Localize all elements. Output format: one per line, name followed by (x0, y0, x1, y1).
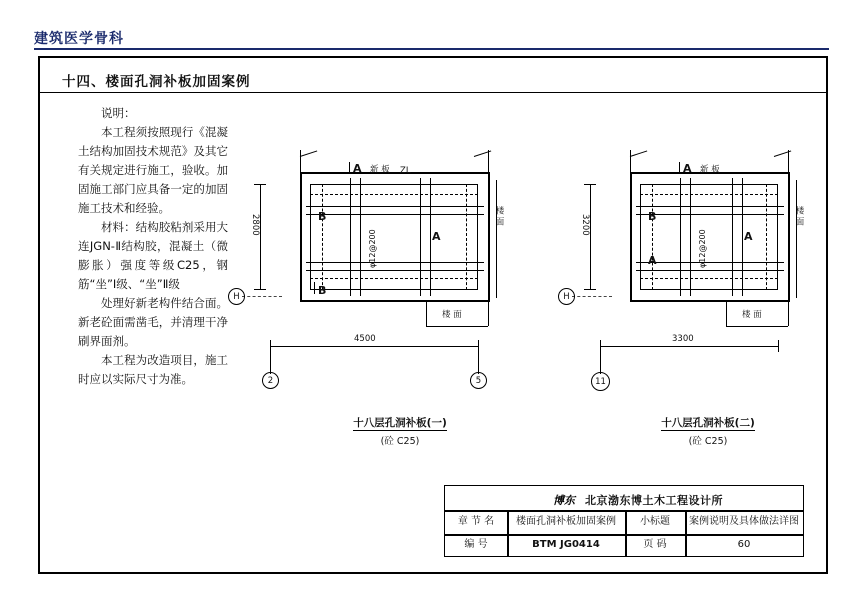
dim-tick-v-bottom (254, 289, 266, 290)
notes-paragraph-4: 本工程为改造项目，施工时应以实际尺寸为准。 (78, 353, 228, 386)
dim-line-vertical (260, 184, 261, 290)
dashed-line-right-r (766, 184, 767, 290)
dim-tick-h-right-r (778, 340, 779, 352)
dashed-line-top (310, 194, 478, 195)
opening-edge-left (310, 184, 311, 290)
rebar-horizontal-1 (306, 206, 484, 207)
detail-left-caption-sub: (砼 C25) (380, 436, 420, 447)
dim-horizontal-label: 4500 (354, 334, 376, 344)
detail-left-caption-text: 十八层孔洞补板(一) (353, 417, 447, 429)
notes-paragraph-2: 材料：结构胶粘剂采用大连JGN-Ⅱ结构胶，混凝土（微膨胀）强度等级C25，钢筋“坐”Ⅰ级、“坐”Ⅱ级 (78, 220, 228, 291)
section-mark-a-right: A (432, 230, 441, 243)
new-slab-label: 新 板 (370, 165, 390, 175)
wall-outline-right (488, 172, 490, 302)
notes-heading: 说明： (101, 106, 136, 120)
rebar-spec-label: φ12@200 (368, 229, 377, 268)
opening-edge-top (310, 184, 478, 185)
rebar-horizontal-2-r (636, 214, 784, 215)
opening-edge-bottom-r (640, 289, 778, 290)
header-divider (34, 48, 829, 50)
dim-tick-v-bottom-r (584, 289, 596, 290)
section-mark-a-top: A (353, 162, 362, 175)
dashed-line-left-r (652, 184, 653, 290)
rebar-vertical-4-r (742, 178, 743, 296)
rebar-horizontal-3-r (636, 262, 784, 263)
axis-line-h-r (572, 296, 612, 297)
rebar-horizontal-4-r (636, 270, 784, 271)
opening-edge-left-r (640, 184, 641, 290)
section-mark-b-bottom: B (318, 284, 327, 297)
slab-notch-bottom (426, 326, 488, 327)
rebar-vertical-1 (350, 178, 351, 296)
section-mark-a-top-tick-r (679, 162, 680, 174)
rebar-vertical-3 (420, 178, 421, 296)
tb-value-page: 60 (737, 539, 751, 550)
opening-edge-right (477, 184, 478, 290)
break-line-left (300, 150, 301, 172)
tb-value-subtitle: 案例说明及具体做法详图 (689, 516, 799, 527)
wall-outline-left (300, 172, 302, 302)
axis-bubble-11-label: 11 (595, 377, 606, 387)
tb-label-chapter: 章 节 名 (457, 516, 495, 527)
rebar-spec-label-r: φ12@200 (698, 229, 707, 268)
slab-notch-right (488, 300, 489, 326)
section-title: 十四、楼面孔洞补板加固案例 (62, 74, 251, 90)
rebar-vertical-1-r (680, 178, 681, 296)
section-mark-a-top-tick (349, 162, 350, 174)
axis-bubble-h-label: H (233, 292, 240, 302)
dim-line-horizontal (270, 346, 478, 347)
axis-bubble-h-label-r: H (563, 292, 570, 302)
detail-left-caption (310, 415, 490, 447)
dashed-line-bottom-r (640, 278, 778, 279)
notes-paragraph-3: 处理好新老构件结合面。新老砼面需凿毛，并清理干净刷界面剂。 (78, 296, 228, 348)
title-block (444, 485, 804, 557)
dim-line-vertical-r (590, 184, 591, 290)
company-name: 北京渤东博土木工程设计所 (585, 494, 723, 507)
opening-edge-bottom (310, 289, 478, 290)
company-logo: 博东 (553, 494, 575, 507)
axis-bubble-5-label: 5 (475, 376, 482, 386)
tb-label-subtitle: 小标题 (640, 516, 670, 527)
rebar-horizontal-4 (306, 270, 484, 271)
slab-face-right-label: 楼 面 (494, 206, 504, 226)
new-slab-label-r: 新 板 (700, 165, 720, 175)
axis-bubble-2-label: 2 (267, 376, 274, 386)
notes-paragraph-1: 本工程须按照现行《混凝土结构加固技术规范》及其它有关规定进行施工，验收。加固施工部门应具备一定的加固施工技术和经验。 (78, 125, 228, 215)
dashed-line-top-r (640, 194, 778, 195)
break-mark-left-r (630, 150, 647, 157)
dim-tick-v-top (254, 184, 266, 185)
slab-notch-bottom-r (726, 326, 788, 327)
axis-bubble-5 (470, 372, 487, 389)
opening-edge-top-r (640, 184, 778, 185)
beam-outline-bottom (300, 300, 490, 302)
axis-bubble-2 (262, 372, 279, 389)
dashed-line-left (322, 184, 323, 290)
axis-bubble-h-r (558, 288, 575, 305)
dashed-line-bottom (310, 278, 478, 279)
slab-face-bottom-label: 楼 面 (442, 310, 462, 320)
beam-outline-top (300, 172, 490, 174)
break-mark-left (300, 150, 317, 157)
detail-drawing-right (563, 150, 850, 400)
section-mark-b-tick (314, 282, 315, 294)
dashed-line-right (466, 184, 467, 290)
slab-face-right-label-r: 楼 面 (794, 206, 804, 226)
tb-value-chapter: 楼面孔洞补板加固案例 (516, 516, 616, 527)
slab-notch-right-r (788, 300, 789, 326)
tb-value-number: BTM JG0414 (532, 539, 600, 550)
wall-outline-left-r (630, 172, 632, 302)
rebar-horizontal-3 (306, 262, 484, 263)
title-divider (40, 92, 826, 93)
edge-hatch-line (496, 180, 497, 298)
axis-line-5 (478, 346, 479, 374)
slab-notch-left (426, 300, 427, 326)
opening-edge-right-r (777, 184, 778, 290)
section-mark-b-left: B (318, 210, 327, 223)
edge-hatch-line-r (796, 180, 797, 298)
rebar-vertical-3-r (732, 178, 733, 296)
rebar-horizontal-2 (306, 214, 484, 215)
rebar-horizontal-1-r (636, 206, 784, 207)
tb-label-page: 页 码 (643, 539, 667, 550)
axis-line-2 (270, 346, 271, 374)
slab-face-bottom-label-r: 楼 面 (742, 310, 762, 320)
detail-right-caption (618, 415, 798, 447)
dim-vertical-label: 2800 (250, 214, 260, 236)
break-line-right-r (788, 150, 789, 172)
section-mark-b-left-r: B (648, 210, 657, 223)
rebar-vertical-2-r (690, 178, 691, 296)
dim-horizontal-label-r: 3300 (672, 334, 694, 344)
section-mark-a-top-r: A (683, 162, 692, 175)
rebar-vertical-2 (360, 178, 361, 296)
wall-outline-right-r (788, 172, 790, 302)
detail-right-caption-text: 十八层孔洞补板(二) (661, 417, 755, 429)
axis-line-11 (600, 346, 601, 374)
tb-label-number: 编 号 (464, 539, 488, 550)
beam-tag-label: ZL (400, 166, 411, 176)
break-line-left-r (630, 150, 631, 172)
dim-tick-v-top-r (584, 184, 596, 185)
beam-outline-bottom-r (630, 300, 790, 302)
rebar-vertical-4 (430, 178, 431, 296)
dim-vertical-label-r: 3200 (580, 214, 590, 236)
detail-right-caption-sub: (砼 C25) (688, 436, 728, 447)
dim-line-horizontal-r (600, 346, 778, 347)
slab-notch-left-r (726, 300, 727, 326)
page-header-title: 建筑医学骨科 (34, 31, 124, 47)
section-mark-a-left-r: A (648, 254, 657, 267)
notes-block (78, 104, 228, 389)
axis-line-h (242, 296, 282, 297)
section-mark-a-right-r: A (744, 230, 753, 243)
axis-bubble-h (228, 288, 245, 305)
axis-bubble-11 (591, 372, 610, 391)
break-line-right (488, 150, 489, 172)
detail-drawing-left (233, 150, 550, 400)
